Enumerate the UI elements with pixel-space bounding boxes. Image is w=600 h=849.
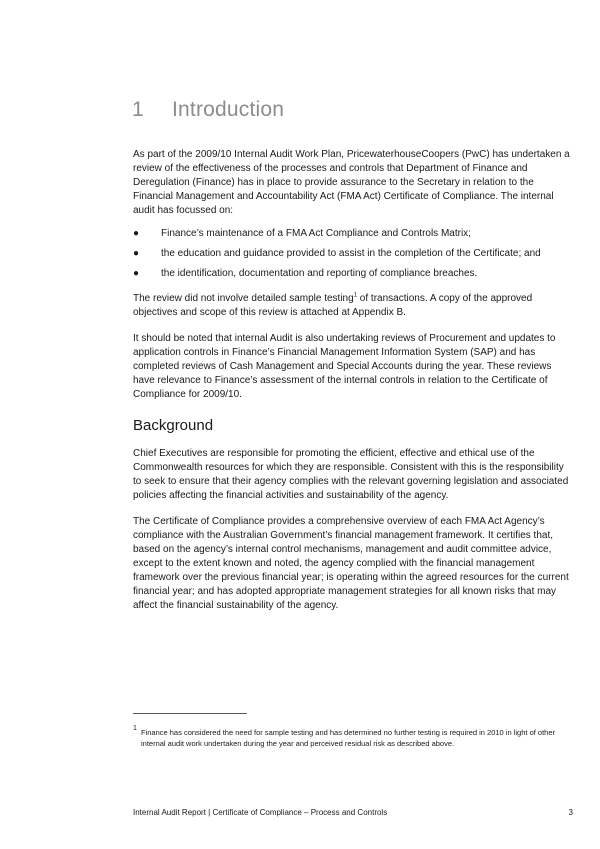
bullet-icon: ●: [133, 248, 140, 259]
noted-paragraph: It should be noted that internal Audit is also undertaking reviews of Procurement and updates to application controls in Finance’s Financial Management Information System (SAP) and has completed reviews of Cash Management and Special Accounts during the year. These reviews have relevance to Finance’s assessment of the internal controls in relation to the Certificate of Compliance for 2009/10.: [133, 333, 556, 400]
review-text-end: of transactions. A copy of the approved objectives and scope of this review is attached at Appendix B.: [133, 293, 533, 318]
review-paragraph: [133, 292, 573, 320]
list-item-text: the education and guidance provided to assist in the completion of the Certificate; and: [161, 248, 541, 259]
intro-paragraph: As part of the 2009/10 Internal Audit Work Plan, PricewaterhouseCoopers (PwC) has undertaken a review of the effectiveness of the processes and controls that Department of Finance and Deregulation (Finance) has in place to provide assurance to the Secretary in relation to the Financial Management and Accountability Act (FMA Act) Certificate of Compliance. The internal audit has focussed on:: [133, 149, 570, 216]
list-item: [133, 227, 573, 241]
list-item-text: the identification, documentation and reporting of compliance breaches.: [161, 268, 478, 279]
background-paragraph-1: Chief Executives are responsible for promoting the efficient, effective and ethical use of the Commonwealth resources for which they are responsible. Consistent with this is the responsibility to seek to ensure that their agency complies with the relevant governing legislation and associated policies affecting the financial activities and sustainability of the agency.: [133, 448, 569, 501]
footer-title: Internal Audit Report | Certificate of Compliance – Process and Controls: [133, 808, 388, 817]
page-footer: [133, 808, 573, 817]
list-item-text: Finance’s maintenance of a FMA Act Compliance and Controls Matrix;: [161, 228, 471, 239]
bullet-icon: ●: [133, 268, 140, 279]
footnote: [133, 727, 573, 749]
bullet-icon: ●: [133, 228, 140, 239]
list-item: [133, 267, 573, 281]
footnote-mark: 1: [133, 725, 137, 732]
background-paragraph-2: The Certificate of Compliance provides a comprehensive overview of each FMA Act Agency’s compliance with the Australian Government’s financial management framework. It certifies that, based on the agency’s internal control mechanisms, management and audit committee advice, except to the extent known and noted, the agency complied with the financial management framework over the previous financial year; is operating within the agreed resources for the current financial year; and has adopted appropriate management strategies for all known risks that may affect the financial sustainability of the agency.: [133, 516, 569, 611]
review-text-start: The review did not involve detailed sample testing: [133, 293, 354, 304]
footnote-divider: [133, 713, 247, 714]
section-number: 1: [132, 98, 144, 121]
section-title: Introduction: [172, 98, 285, 121]
page-number: 3: [568, 808, 573, 817]
list-item: [133, 247, 573, 261]
focus-list: [133, 227, 573, 287]
section-heading: [132, 98, 284, 122]
background-heading: Background: [133, 417, 214, 434]
footnote-reference[interactable]: 1: [353, 292, 358, 299]
footnote-text: Finance has considered the need for sample testing and has determined no further testing is required in 2010 in light of other internal audit work undertaken during the year and perceived residual risk as described above.: [141, 728, 556, 748]
